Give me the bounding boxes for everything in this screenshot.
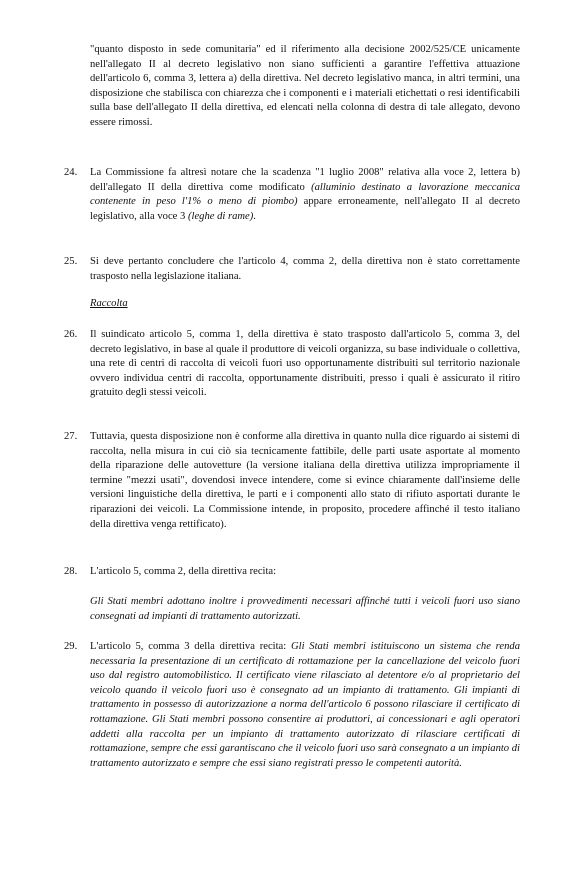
paragraph-25 [90,255,520,284]
paragraph-text: . [253,210,256,222]
paragraph-number-27: 27. [64,431,78,442]
paragraph-italic-text: (leghe di rame) [187,210,254,222]
paragraph-26 [90,328,520,401]
paragraph-text: "quanto disposto in sede comunitaria" ed il riferimento alla decisione 2002/525/CE unicamente nell'allegato II al decreto legislativo non siano sufficienti a garantire l'effettiva attuazione dell'articolo 6, comma 3, lettera a) della direttiva. Nel decreto legislativo manca, in altri termini, una disposizione che stabilisca con chiarezza che i componenti e i materiali etichettati o resi identificabili sulla base dell'allegato II della direttiva, ed elencati nella colonna di destra di tale allegato, devono essere rimossi. [90,44,520,128]
paragraph-24 [90,166,520,224]
section-heading: Raccolta [90,298,128,309]
paragraph-text: Tuttavia, questa disposizione non è conforme alla direttiva in quanto nulla dice riguardo ai sistemi di raccolta, nella misura in cui ciò sia tecnicamente fattibile, delle parti usate asportate al momento della riparazione delle autovetture (la versione italiana della direttiva utilizza impropriamente il termine "mezzi usati", dovendosi invece intendere, come si evince chiaramente dall'insieme delle versioni linguistiche della direttiva, le parti e i componenti allo stato di rifiuto asportati durante le riparazioni dei veicoli. La Commissione intende, in proposito, procedere affinché il testo italiano della direttiva venga rettificato). [90,431,520,530]
paragraph-text: Si deve pertanto concludere che l'articolo 4, comma 2, della direttiva non è stato correttamente trasposto nella legislazione italiana. [90,256,520,282]
paragraph-number-28: 28. [64,566,78,577]
quoted-provision [90,595,520,624]
paragraph-number-25: 25. [64,256,78,267]
paragraph-italic-text: Gli Stati membri adottano inoltre i provvedimenti necessari affinché tutti i veicoli fuori uso siano consegnati ad impianti di trattamento autorizzati. [90,596,520,622]
paragraph-text: appare erroneamente, nell'allegato II al decreto legislativo, alla voce 3 [90,196,521,222]
paragraph-number-26: 26. [64,329,78,340]
paragraph-text: L'articolo 5, comma 2, della direttiva recita: [90,566,277,577]
paragraph-29 [90,640,520,771]
paragraph-28 [90,565,520,580]
paragraph-number-29: 29. [64,641,78,652]
paragraph-text: La Commissione fa altresì notare che la scadenza "1 luglio 2008" relativa alla voce 2, lettera b) dell'allegato II della direttiva come modificato [90,167,520,193]
paragraph-27 [90,430,520,532]
paragraph-text: Il suindicato articolo 5, comma 1, della direttiva è stato trasposto dall'articolo 5, comma 3, del decreto legislativo, in base al quale il produttore di veicoli organizza, su base individuale o collettiva, una rete di centri di raccolta di veicoli fuori uso opportunamente distribuiti sul territorio nazionale ovvero individua centri di raccolta, opportunamente distribuiti, presso i quali è assicurato il ritiro gratuito degli stessi veicoli. [90,329,520,399]
paragraph-italic-text: (alluminio destinato a lavorazione meccanica contenente in peso l'1% o meno di piombo) [90,181,520,208]
paragraph-italic-text: Gli Stati membri istituiscono un sistema che renda necessaria la presentazione di un certificato di rottamazione per la cancellazione del veicolo fuori uso dal registro automobilistico. Il certificato viene rilasciato al detentore e/o al proprietario del veicolo quando il veicolo fuori uso è consegnato ad un impianto di trattamento. Gli impianti di trattamento in possesso di autorizzazione a norma dell'articolo 6 possono rilasciare il certificato di rottamazione. Gli Stati membri possono consentire ai produttori, ai concessionari e agli operatori addetti alla raccolta per un impianto di trattamento autorizzato di rilasciare certificati di rottamazione, sempre che essi garantiscano che il veicolo fuori uso sarà consegnato a un impianto di trattamento autorizzato e sempre che essi siano registrati presso le competenti autorità. [90,641,520,769]
paragraph-continuation [90,43,520,131]
paragraph-text: L'articolo 5, comma 3 della direttiva recita: [90,641,291,652]
paragraph-number-24: 24. [64,167,78,178]
